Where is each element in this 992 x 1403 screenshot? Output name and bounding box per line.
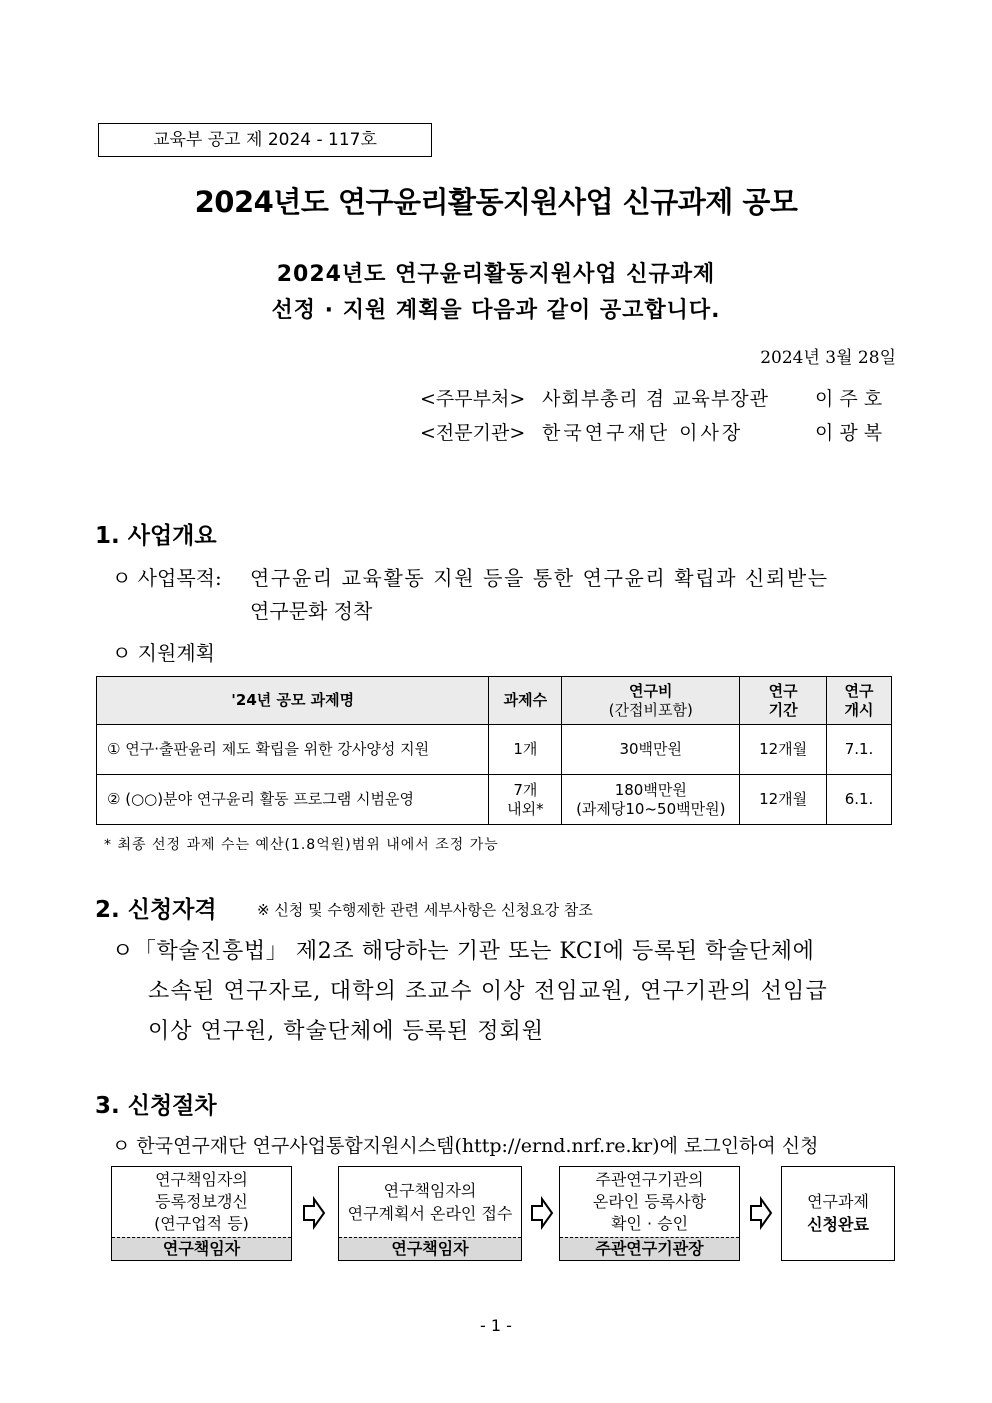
section2-note: ※ 신청 및 수행제한 관련 세부사항은 신청요강 참조 <box>257 901 593 919</box>
header-name: '24년 공모 과제명 <box>97 677 489 725</box>
signer-2-org: 한국연구재단 이사장 <box>542 422 744 444</box>
signer-1-org: 사회부총리 겸 교육부장관 <box>542 388 769 410</box>
row2-period: 12개월 <box>740 775 827 825</box>
eligibility-line3: 이상 연구원, 학술단체에 등록된 정회원 <box>148 1019 544 1044</box>
row2-count <box>489 775 562 825</box>
row1-name: ① 연구·출판윤리 제도 확립을 위한 강사양성 지원 <box>97 725 489 775</box>
row2-count-line2: 내외* <box>507 799 544 818</box>
row1-budget: 30백만원 <box>562 725 740 775</box>
row2-budget <box>562 775 740 825</box>
signer-2-name: 이 광 복 <box>815 422 883 444</box>
section1-heading: 1. 사업개요 <box>95 523 217 549</box>
step3-actor: 주관연구기관장 <box>560 1237 739 1260</box>
eligibility-line2: 소속된 연구자로, 대학의 조교수 이상 전임교원, 연구기관의 선임급 <box>148 979 828 1004</box>
step-arrow-icon <box>749 1196 773 1230</box>
purpose-line2: 연구문화 정착 <box>250 599 373 623</box>
signer-1-role: <주무부처> <box>420 388 526 410</box>
purpose-line1: 연구윤리 교육활동 지원 등을 통한 연구윤리 확립과 신뢰받는 <box>250 566 829 590</box>
step2-actor: 연구책임자 <box>339 1237 521 1260</box>
step3-line1: 주관연구기관의 <box>595 1170 704 1189</box>
row2-start: 6.1. <box>827 775 892 825</box>
table-row <box>97 775 892 825</box>
page-title: 2024년도 연구윤리활동지원사업 신규과제 공모 <box>194 185 798 219</box>
procedure-line: ㅇ 한국연구재단 연구사업통합지원시스템(http://ernd.nrf.re.kr)에 로그인하여 신청 <box>112 1135 819 1157</box>
support-plan-table <box>96 676 892 825</box>
step2-line1: 연구책임자의 <box>383 1181 477 1200</box>
header-start <box>827 677 892 725</box>
header-budget-line2: (간접비포함) <box>608 700 693 719</box>
plan-label: ㅇ 지원계획 <box>112 641 215 665</box>
header-count: 과제수 <box>489 677 562 725</box>
row2-name: ② (○○)분야 연구윤리 활동 프로그램 시범운영 <box>97 775 489 825</box>
signer-1-name: 이 주 호 <box>815 388 883 410</box>
row1-count: 1개 <box>489 725 562 775</box>
purpose-label: ㅇ 사업목적: <box>112 566 222 590</box>
row2-budget-line2: (과제당10~50백만원) <box>576 799 726 818</box>
section3-heading: 3. 신청절차 <box>95 1093 217 1119</box>
step3-line2: 온라인 등록사항 <box>592 1192 707 1211</box>
table-header-row <box>97 677 892 725</box>
row1-start: 7.1. <box>827 725 892 775</box>
step3-line3: 확인 · 승인 <box>610 1214 689 1233</box>
header-period <box>740 677 827 725</box>
procedure-step-3 <box>559 1166 740 1261</box>
section2-heading: 2. 신청자격 <box>95 897 217 923</box>
header-period-line1: 연구 <box>768 681 798 700</box>
procedure-step-4 <box>781 1166 895 1261</box>
row2-count-line1: 7개 <box>513 780 538 799</box>
step4-line2: 신청완료 <box>807 1215 869 1234</box>
step-arrow-icon <box>302 1196 326 1230</box>
header-start-line2: 개시 <box>844 700 874 719</box>
step1-line2: 등록정보갱신 <box>155 1192 248 1211</box>
header-period-line2: 기간 <box>768 700 798 719</box>
row1-period: 12개월 <box>740 725 827 775</box>
step1-actor: 연구책임자 <box>112 1237 291 1260</box>
notice-number-box <box>98 123 432 157</box>
step4-line1: 연구과제 <box>807 1192 869 1211</box>
page-number: - 1 - <box>480 1316 512 1335</box>
signer-2-role: <전문기관> <box>420 422 526 444</box>
subtitle-line1: 2024년도 연구윤리활동지원사업 신규과제 <box>276 262 716 287</box>
table-footnote: * 최종 선정 과제 수는 예산(1.8억원)범위 내에서 조정 가능 <box>104 837 499 853</box>
procedure-step-2 <box>338 1166 522 1261</box>
step2-line2: 연구계획서 온라인 접수 <box>347 1204 513 1223</box>
header-budget-line1: 연구비 <box>629 681 673 700</box>
notice-number: 교육부 공고 제 2024 - 117호 <box>153 130 377 150</box>
eligibility-line1: ㅇ「학술진흥법」 제2조 해당하는 기관 또는 KCI에 등록된 학술단체에 <box>112 939 815 964</box>
header-start-line1: 연구 <box>844 681 874 700</box>
header-budget <box>562 677 740 725</box>
subtitle-line2: 선정 · 지원 계획을 다음과 같이 공고합니다. <box>271 298 721 323</box>
procedure-step-1 <box>111 1166 292 1261</box>
step1-line1: 연구책임자의 <box>155 1170 248 1189</box>
announcement-date: 2024년 3월 28일 <box>760 348 896 368</box>
table-row <box>97 725 892 775</box>
step1-line3: (연구업적 등) <box>154 1214 249 1233</box>
row2-budget-line1: 180백만원 <box>614 780 687 799</box>
step-arrow-icon <box>530 1196 554 1230</box>
